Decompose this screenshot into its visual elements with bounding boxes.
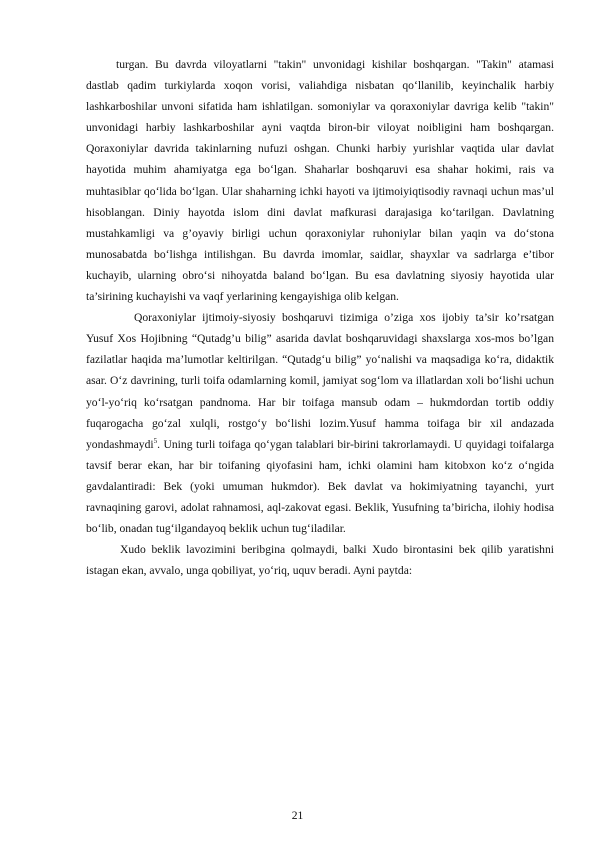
document-page bbox=[86, 54, 554, 581]
paragraph-2-text-after-footnote: . Uning turli toifaga qo‘ygan talablari bir-birini takrorlamaydi. U quyidagi toifalarga tavsif berar ekan, har bir toifaning qiyofasini ham, ichki olamini ham kitobxon ko‘z o‘ngida gavdalantiradi: Bek (yoki umuman hukmdor). Bek davlat va hokimiyatning tayanchi, yurt ravnaqining garovi, adolat rahnamosi, aql-zakovat egasi. Beklik, Yusufning ta’biricha, ilohiy hodisa bo‘lib, onadan tug‘ilgandayoq beklik uchun tug‘iladilar. bbox=[86, 437, 554, 536]
page-number: 21 bbox=[291, 809, 304, 822]
paragraph-2-text-before-footnote: Qoraxoniylar ijtimoiy-siyosiy boshqaruvi tizimiga o’ziga xos ijobiy ta’sir ko’rsatgan Yusuf Xos Hojibning “Qutadg’u bilig” asarida davlat boshqaruvidagi shaxslarga xos-mos bo’lgan fazilatlar haqida ma’lumotlar keltirilgan. “Qutadg‘u bilig” yo‘nalishi va maqsadiga ko‘ra, didaktik asar. O‘z davrining, turli toifa odamlarning komil, jamiyat sog‘lom va illatlardan xoli bo‘lishi uchun yo‘l-yo‘riq ko‘rsatgan pandnoma. Har bir toifaga mansub odam – hukmdordan tortib oddiy fuqarogacha go‘zal xulqli, rostgo‘y bo‘lishi lozim.Yusuf hamma toifaga bir xil andazada yondashmaydi bbox=[86, 311, 554, 451]
footnote-reference: 5 bbox=[153, 436, 158, 445]
paragraph-1: turgan. Bu davrda viloyatlarni "takin" unvonidagi kishilar boshqargan. "Takin" atamasi dastlab qadim turkiylarda xoqon vorisi, valiahdiga nisbatan qo‘llanilib, keyinchalik harbiy lashkarboshilar unvoni sifatida ham ishlatilgan. somoniylar va qoraxoniylar davriga kelib "takin" unvonidagi harbiy lashkarboshilar ayni vaqtda biron-bir viloyat noibligini ham boshqargan. Qoraxoniylar davrida takinlarning nufuzi oshgan. Chunki harbiy yurishlar vaqtida ular davlat hayotida muhim ahamiyatga ega bo‘lgan. Shaharlar boshqaruvi esa shahar hokimi, rais va muhtasiblar qo‘lida bo‘lgan. Ular shaharning ichki hayoti va ijtimoiyiqtisodiy ravnaqi uchun mas’ul hisoblangan. Diniy hayotda islom dini davlat mafkurasi darajasiga ko‘tarilgan. Davlatning mustahkamligi va g’oyaviy birligi uchun qoraxoniylar ruhoniylar bilan yaqin va do‘stona munosabatda bo‘lishga intilishgan. Bu davrda imomlar, saidlar, shayxlar va sadrlarga e’tibor kuchayib, ularning obro‘si nihoyatda baland bo‘lgan. Bu esa davlatning siyosiy hayotida ular ta’sirining kuchayishi va vaqf yerlarining kengayishiga olib kelgan. bbox=[86, 58, 554, 304]
paragraph-2 bbox=[86, 307, 554, 539]
paragraph-3: Xudo beklik lavozimini beribgina qolmaydi, balki Xudo birontasini bek qilib yaratishni istagan ekan, avvalo, unga qobiliyat, yo‘riq, uquv beradi. Ayni paytda: bbox=[86, 543, 554, 578]
